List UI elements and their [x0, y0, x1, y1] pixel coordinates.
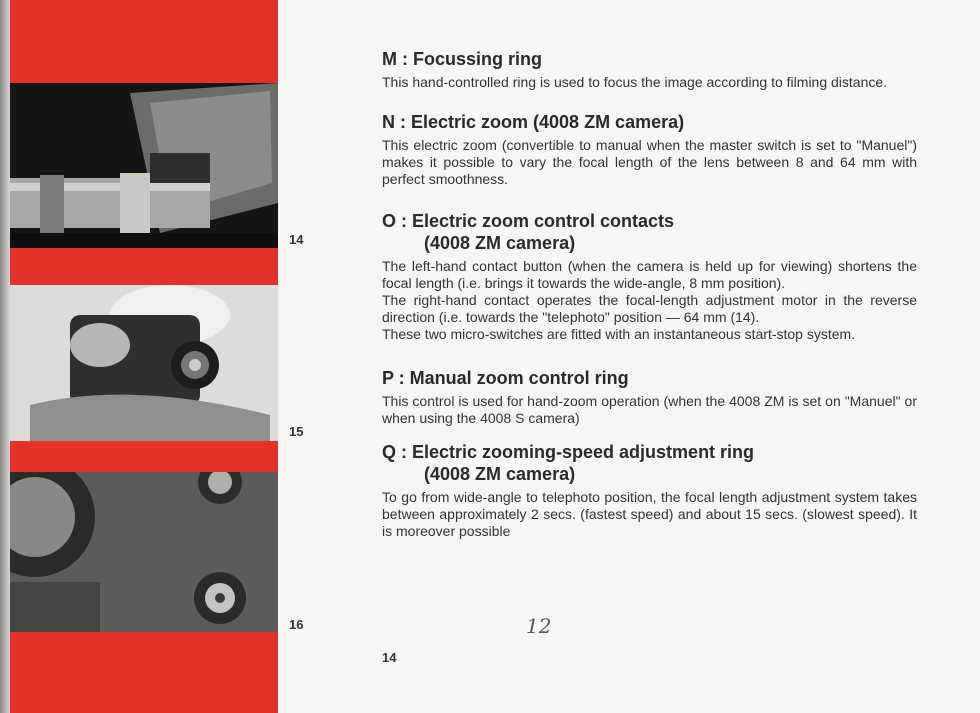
- section-heading: [382, 48, 917, 70]
- section-subtitle: (4008 ZM camera): [424, 464, 576, 484]
- section-title: N : Electric zoom (4008 ZM camera): [382, 112, 685, 132]
- section-o: [382, 210, 917, 343]
- section-q: [382, 441, 917, 540]
- photo-label-14: 14: [289, 232, 304, 247]
- section-body: This control is used for hand-zoom operation (when the 4008 ZM is set on "Manuel" or when using the 4008 S camera): [382, 393, 917, 426]
- section-title: O : Electric zoom control contacts: [382, 211, 675, 231]
- photo-14: [10, 83, 278, 248]
- section-title: M : Focussing ring: [382, 49, 542, 69]
- photo-label-16: 16: [289, 617, 304, 632]
- section-subtitle: (4008 ZM camera): [424, 233, 576, 253]
- section-heading: [382, 367, 917, 389]
- page-number: 14: [382, 650, 397, 665]
- section-body: This electric zoom (convertible to manual when the master switch is set to "Manuel") makes it possible to vary the focal length of the lens between 8 and 64 mm with perfect smoothness.: [382, 137, 917, 187]
- photo-15: [10, 285, 278, 441]
- section-body: To go from wide-angle to telephoto position, the focal length adjustment system takes between approximately 2 secs. (fastest speed) and about 15 secs. (slowest speed). It is moreover possible: [382, 489, 917, 539]
- handwritten-note: 12: [526, 614, 552, 638]
- section-body: The left-hand contact button (when the camera is held up for viewing) shortens the focal length (i.e. brings it towards the wide-angle, 8 mm position). The right-hand contact operates the focal-length adjustment motor in the reverse direction (i.e. towards the "telephoto" position — 64 mm (14). These two micro-switches are fitted with an instantaneous start-stop system.: [382, 258, 917, 342]
- section-m: [382, 48, 917, 91]
- section-title: Q : Electric zooming-speed adjustment ring: [382, 442, 755, 462]
- photo-label-15: 15: [289, 424, 304, 439]
- section-heading: [382, 210, 917, 254]
- page-binding: [0, 0, 10, 713]
- text-column: [382, 48, 917, 554]
- section-title: P : Manual zoom control ring: [382, 368, 629, 388]
- section-heading: [382, 111, 917, 133]
- section-body: This hand-controlled ring is used to focus the image according to filming distance.: [382, 74, 888, 90]
- photo-16: [10, 472, 278, 632]
- section-p: [382, 367, 917, 427]
- section-n: [382, 111, 917, 188]
- section-heading: [382, 441, 917, 485]
